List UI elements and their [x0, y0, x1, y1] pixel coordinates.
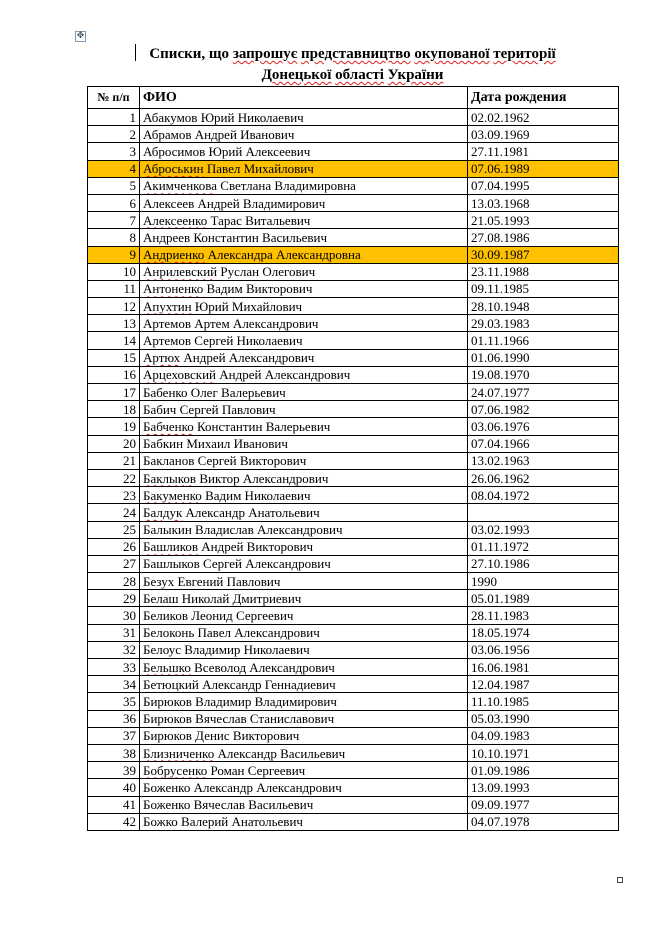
row-birthdate: 13.09.1993	[468, 779, 619, 796]
name-rest: Вадим Николаевич	[201, 487, 311, 503]
row-birthdate: 05.01.1989	[468, 590, 619, 607]
table-row	[88, 659, 619, 676]
row-birthdate: 29.03.1983	[468, 315, 619, 332]
row-birthdate: 08.04.1972	[468, 487, 619, 504]
name-rest: Виктор Александрович	[196, 470, 329, 486]
flagged-surname: Балдук	[143, 504, 183, 520]
row-full-name: Бабич Сергей Павлович	[140, 401, 468, 418]
name-rest: Александр Васильевич	[214, 745, 346, 761]
row-birthdate: 19.08.1970	[468, 366, 619, 383]
flagged-surname: Антоненко	[143, 281, 204, 297]
row-number: 8	[88, 229, 140, 246]
row-full-name	[140, 744, 468, 761]
flagged-surname: Белаш	[143, 590, 179, 606]
table-row	[88, 177, 619, 194]
table-row	[88, 538, 619, 555]
row-birthdate: 10.10.1971	[468, 744, 619, 761]
row-birthdate: 27.11.1981	[468, 143, 619, 160]
flagged-surname: Аброськин	[143, 161, 204, 177]
flagged-surname: Апухтин	[143, 298, 192, 314]
header-name: ФИО	[140, 87, 468, 109]
table-row	[88, 143, 619, 160]
row-birthdate: 1990	[468, 573, 619, 590]
table-row	[88, 229, 619, 246]
row-birthdate: 01.06.1990	[468, 349, 619, 366]
row-birthdate: 07.04.1995	[468, 177, 619, 194]
document-title	[87, 44, 618, 86]
row-full-name	[140, 590, 468, 607]
row-number: 20	[88, 435, 140, 452]
table-row	[88, 435, 619, 452]
row-birthdate: 13.03.1968	[468, 194, 619, 211]
row-number: 31	[88, 624, 140, 641]
title-word: Списки, що	[149, 46, 233, 62]
row-full-name	[140, 366, 468, 383]
row-full-name: Балыкин Владислав Александрович	[140, 521, 468, 538]
row-number: 13	[88, 315, 140, 332]
row-birthdate	[468, 504, 619, 521]
row-birthdate: 26.06.1962	[468, 469, 619, 486]
title-word-flagged: області	[335, 67, 384, 83]
flagged-surname: Артюх	[143, 350, 181, 366]
row-number: 15	[88, 349, 140, 366]
name-rest: Александр Анатольевич	[182, 504, 320, 520]
flagged-surname: Бетюцкий	[143, 676, 199, 692]
row-number: 9	[88, 246, 140, 263]
name-rest: Роман Сергеевич	[207, 762, 306, 778]
table-row	[88, 298, 619, 315]
table-row	[88, 727, 619, 744]
table-row	[88, 315, 619, 332]
table-row	[88, 194, 619, 211]
table-row	[88, 160, 619, 177]
row-number: 41	[88, 796, 140, 813]
table-row	[88, 418, 619, 435]
name-rest: Николай Дмитриевич	[178, 590, 302, 606]
row-full-name: Артемов Сергей Николаевич	[140, 332, 468, 349]
row-full-name: Божко Валерий Анатольевич	[140, 813, 468, 830]
row-birthdate: 09.09.1977	[468, 796, 619, 813]
row-birthdate: 03.06.1956	[468, 641, 619, 658]
flagged-surname: Бабченко	[143, 418, 194, 434]
row-number: 35	[88, 693, 140, 710]
row-birthdate: 30.09.1987	[468, 246, 619, 263]
row-number: 24	[88, 504, 140, 521]
row-number: 23	[88, 487, 140, 504]
row-full-name: Бирюков Денис Викторович	[140, 727, 468, 744]
row-number: 3	[88, 143, 140, 160]
table-row	[88, 624, 619, 641]
row-number: 28	[88, 573, 140, 590]
table-row	[88, 607, 619, 624]
title-word-flagged: окупованої	[414, 46, 490, 62]
name-rest: Руслан Олегович	[217, 264, 316, 280]
row-full-name	[140, 246, 468, 263]
row-full-name: Беликов Леонид Сергеевич	[140, 607, 468, 624]
flagged-surname: Башликов	[143, 539, 198, 555]
row-full-name	[140, 263, 468, 280]
row-number: 26	[88, 538, 140, 555]
table-row	[88, 349, 619, 366]
table-resize-handle-icon[interactable]	[617, 877, 623, 883]
title-word-flagged: Донецької	[261, 67, 332, 83]
row-full-name	[140, 298, 468, 315]
name-rest: Вадим Викторович	[203, 281, 313, 297]
row-number: 37	[88, 727, 140, 744]
row-birthdate: 27.08.1986	[468, 229, 619, 246]
table-header-row	[88, 87, 619, 109]
flagged-surname: Баклыков	[143, 470, 197, 486]
header-number: № п/п	[88, 87, 140, 109]
row-full-name	[140, 504, 468, 521]
table-row	[88, 521, 619, 538]
row-birthdate: 07.06.1982	[468, 401, 619, 418]
row-birthdate: 11.10.1985	[468, 693, 619, 710]
header-birthdate: Дата рождения	[468, 87, 619, 109]
row-full-name: Бирюков Владимир Владимирович	[140, 693, 468, 710]
row-birthdate: 07.06.1989	[468, 160, 619, 177]
table-row	[88, 126, 619, 143]
row-full-name: Бабенко Олег Валерьевич	[140, 384, 468, 401]
row-birthdate: 18.05.1974	[468, 624, 619, 641]
row-number: 25	[88, 521, 140, 538]
row-full-name: Безух Евгений Павлович	[140, 573, 468, 590]
row-number: 17	[88, 384, 140, 401]
name-rest: Андрей Викторович	[197, 539, 314, 555]
row-full-name: Бирюков Вячеслав Станиславович	[140, 710, 468, 727]
table-row	[88, 573, 619, 590]
table-row	[88, 263, 619, 280]
table-move-handle-icon[interactable]: ✥	[76, 31, 85, 41]
flagged-surname: Бельшко	[143, 659, 191, 675]
row-full-name: Бакланов Сергей Викторович	[140, 452, 468, 469]
row-birthdate: 28.11.1983	[468, 607, 619, 624]
row-number: 4	[88, 160, 140, 177]
flagged-surname: Бакуменко	[143, 487, 202, 503]
row-number: 39	[88, 762, 140, 779]
row-number: 30	[88, 607, 140, 624]
row-birthdate: 16.06.1981	[468, 659, 619, 676]
row-number: 22	[88, 469, 140, 486]
name-rest: Всеволод Александрович	[190, 659, 335, 675]
row-full-name: Абрамов Андрей Иванович	[140, 126, 468, 143]
row-full-name: Алексеев Андрей Владимирович	[140, 194, 468, 211]
table-row	[88, 813, 619, 830]
table-row	[88, 212, 619, 229]
title-word-flagged: представництво	[301, 46, 411, 62]
table-row	[88, 641, 619, 658]
row-full-name: Бабкин Михаил Иванович	[140, 435, 468, 452]
row-number: 40	[88, 779, 140, 796]
row-birthdate: 09.11.1985	[468, 280, 619, 297]
row-number: 2	[88, 126, 140, 143]
row-number: 16	[88, 366, 140, 383]
title-word-flagged: запрошує	[232, 46, 298, 62]
row-full-name	[140, 349, 468, 366]
row-full-name: Абросимов Юрий Алексеевич	[140, 143, 468, 160]
row-number: 21	[88, 452, 140, 469]
row-birthdate: 23.11.1988	[468, 263, 619, 280]
flagged-surname: Арцеховский	[143, 367, 217, 383]
table-row	[88, 676, 619, 693]
row-number: 6	[88, 194, 140, 211]
persons-table	[87, 86, 619, 831]
title-word-flagged: України	[387, 67, 444, 83]
row-number: 19	[88, 418, 140, 435]
row-number: 29	[88, 590, 140, 607]
row-birthdate: 28.10.1948	[468, 298, 619, 315]
row-birthdate: 05.03.1990	[468, 710, 619, 727]
row-number: 27	[88, 555, 140, 572]
row-full-name: Боженко Вячеслав Васильевич	[140, 796, 468, 813]
name-rest: Андрей Александрович	[216, 367, 351, 383]
row-full-name: Андреев Константин Васильевич	[140, 229, 468, 246]
row-birthdate: 03.09.1969	[468, 126, 619, 143]
row-number: 34	[88, 676, 140, 693]
table-row	[88, 504, 619, 521]
name-rest: Александр Геннадиевич	[198, 676, 336, 692]
row-full-name: Башлыков Сергей Александрович	[140, 555, 468, 572]
name-rest: Светлана Владимировна	[217, 178, 356, 194]
table-row	[88, 590, 619, 607]
table-row	[88, 710, 619, 727]
row-number: 10	[88, 263, 140, 280]
table-row	[88, 487, 619, 504]
row-birthdate: 02.02.1962	[468, 109, 619, 126]
table-row	[88, 332, 619, 349]
row-full-name: Белоус Владимир Николаевич	[140, 641, 468, 658]
table-row	[88, 779, 619, 796]
row-number: 5	[88, 177, 140, 194]
table-row	[88, 744, 619, 761]
name-rest: Александра Александровна	[204, 247, 361, 263]
table-row	[88, 401, 619, 418]
row-number: 12	[88, 298, 140, 315]
row-full-name: Артемов Артем Александрович	[140, 315, 468, 332]
row-full-name	[140, 469, 468, 486]
row-birthdate: 13.02.1963	[468, 452, 619, 469]
table-row	[88, 469, 619, 486]
row-full-name: Белоконь Павел Александрович	[140, 624, 468, 641]
title-word-flagged: території	[493, 46, 556, 62]
table-row	[88, 555, 619, 572]
row-full-name	[140, 418, 468, 435]
name-rest: Павел Михайлович	[203, 161, 314, 177]
row-full-name	[140, 659, 468, 676]
row-birthdate: 03.02.1993	[468, 521, 619, 538]
row-full-name: Абакумов Юрий Николаевич	[140, 109, 468, 126]
text-cursor	[135, 44, 136, 61]
row-full-name	[140, 487, 468, 504]
flagged-surname: Анрилевский	[143, 264, 218, 280]
name-rest: Андрей Александрович	[180, 350, 315, 366]
table-row	[88, 384, 619, 401]
row-number: 18	[88, 401, 140, 418]
row-birthdate: 03.06.1976	[468, 418, 619, 435]
name-rest: Тарас Витальевич	[207, 212, 311, 228]
table-row	[88, 452, 619, 469]
row-full-name	[140, 212, 468, 229]
row-birthdate: 24.07.1977	[468, 384, 619, 401]
row-birthdate: 01.11.1966	[468, 332, 619, 349]
row-number: 11	[88, 280, 140, 297]
row-full-name	[140, 160, 468, 177]
row-birthdate: 12.04.1987	[468, 676, 619, 693]
flagged-surname: Алексеенко	[143, 212, 208, 228]
table-row	[88, 246, 619, 263]
row-birthdate: 07.04.1966	[468, 435, 619, 452]
table-row	[88, 109, 619, 126]
row-number: 36	[88, 710, 140, 727]
flagged-surname: Андриенко	[143, 247, 205, 263]
row-full-name	[140, 538, 468, 555]
row-full-name	[140, 177, 468, 194]
row-number: 38	[88, 744, 140, 761]
row-number: 7	[88, 212, 140, 229]
row-birthdate: 04.09.1983	[468, 727, 619, 744]
row-birthdate: 21.05.1993	[468, 212, 619, 229]
row-birthdate: 01.11.1972	[468, 538, 619, 555]
table-row	[88, 280, 619, 297]
table-row	[88, 693, 619, 710]
flagged-surname: Бобрусенко	[143, 762, 208, 778]
table-row	[88, 796, 619, 813]
row-number: 33	[88, 659, 140, 676]
row-number: 32	[88, 641, 140, 658]
row-number: 42	[88, 813, 140, 830]
row-full-name	[140, 676, 468, 693]
name-rest: Константин Валерьевич	[193, 418, 331, 434]
row-full-name: Боженко Александр Александрович	[140, 779, 468, 796]
row-number: 1	[88, 109, 140, 126]
flagged-surname: Близниченко	[143, 745, 215, 761]
row-number: 14	[88, 332, 140, 349]
row-full-name	[140, 280, 468, 297]
table-row	[88, 366, 619, 383]
flagged-surname: Акимченкова	[143, 178, 218, 194]
row-birthdate: 27.10.1986	[468, 555, 619, 572]
row-birthdate: 01.09.1986	[468, 762, 619, 779]
row-full-name	[140, 762, 468, 779]
table-row	[88, 762, 619, 779]
name-rest: Юрий Михайлович	[191, 298, 303, 314]
row-birthdate: 04.07.1978	[468, 813, 619, 830]
